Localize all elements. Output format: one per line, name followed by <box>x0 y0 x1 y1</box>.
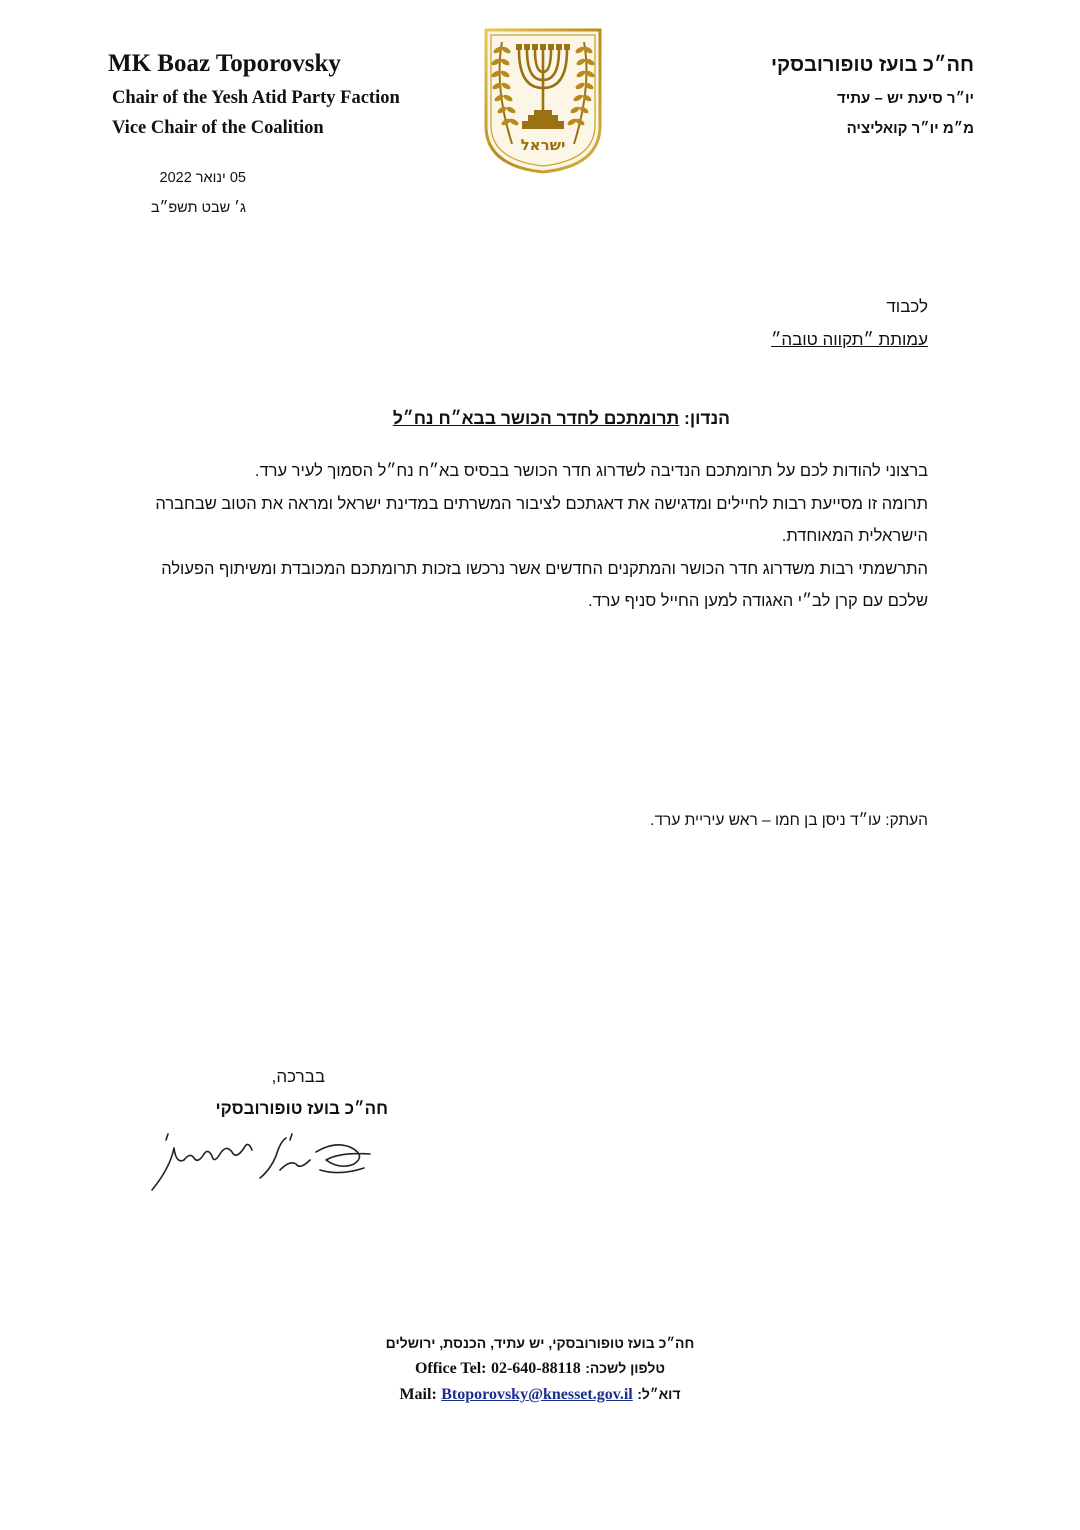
emblem-text: ישראל <box>520 136 566 154</box>
phone-label-en: Office Tel: <box>414 1360 487 1377</box>
subject-text: תרומתכם לחדר הכושר בבא״ח נח״ל <box>392 408 680 428</box>
handwritten-signature <box>140 1130 380 1200</box>
footer-mail <box>0 1386 1080 1404</box>
body-paragraph-thanks: ברצוני להודות לכם על תרומתכם הנדיבה לשדרוג חדר הכושר בבסיס בא״ח נח״ל הסמוך לעיר ערד. <box>254 462 928 480</box>
hebrew-role-faction: יו״ר סיעת יש – עתיד <box>836 90 974 107</box>
hebrew-role-coalition: מ״מ יו״ר קואליציה <box>846 120 974 137</box>
mail-label-he: דוא״ל: <box>637 1386 681 1402</box>
footer-phone <box>0 1360 1080 1378</box>
mail-label-en: Mail: <box>399 1386 437 1403</box>
letter-body <box>148 455 928 618</box>
english-name: MK Boaz Toporovsky <box>108 50 341 77</box>
footer-address-text: חה״כ בועז טופורובסקי, יש עתיד, הכנסת, ירושלים <box>385 1335 695 1351</box>
phone-number: 02-640-88118 <box>490 1360 581 1377</box>
cc-line: העתק: עו״ד ניסן בן חמו – ראש עיריית ערד. <box>650 812 928 829</box>
email-link[interactable]: Btoporovsky@knesset.gov.il <box>441 1386 633 1403</box>
hebrew-date: ג׳ שבט תשפ״ב <box>150 200 246 216</box>
recipient-organization: עמותת ״תקווה טובה״ <box>771 330 928 349</box>
subject-line <box>393 408 730 429</box>
hebrew-name: חה״כ בועז טופורובסקי <box>771 54 974 76</box>
signer-name: חה״כ בועז טופורובסקי <box>215 1099 388 1118</box>
body-paragraph-impression: התרשמתי רבות משדרוג חדר הכושר והמתקנים החדשים אשר נרכשו בזכות תרומתכם המכובדת ומשיתוף הפעולה שלכם עם קרן לב״י האגודה למען החייל סניף ערד. <box>161 559 928 610</box>
state-of-israel-emblem-icon <box>482 26 604 174</box>
subject-label: הנדון: <box>684 408 730 428</box>
english-role-coalition: Vice Chair of the Coalition <box>112 118 324 138</box>
footer-address <box>0 1335 1080 1353</box>
gregorian-date: 05 ינואר 2022 <box>159 170 246 186</box>
phone-label-he: טלפון לשכה: <box>585 1360 666 1376</box>
closing: בברכה, <box>271 1067 325 1086</box>
recipient-label: לכבוד <box>886 297 928 316</box>
body-paragraph-impact: תרומה זו מסייעת רבות לחיילים ומדגישה את דאגתכם לציבור המשרתים במדינת ישראל ומראה את הטוב שבחברה הישראלית המאוחדת. <box>155 494 928 545</box>
english-role-faction: Chair of the Yesh Atid Party Faction <box>112 88 400 108</box>
